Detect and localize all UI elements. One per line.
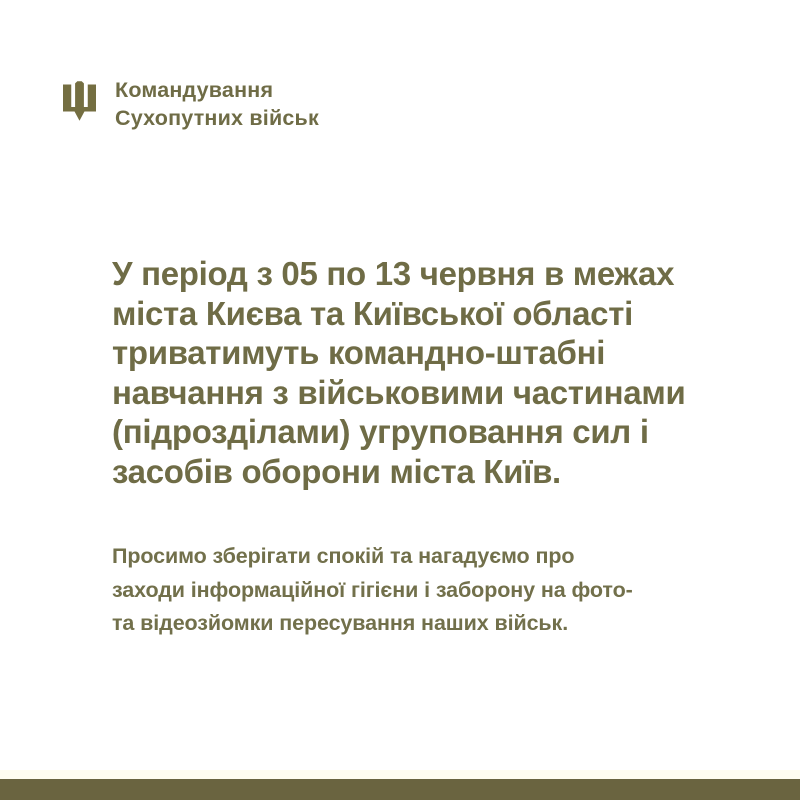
notice-line: заходи інформаційної гігієни і заборону на фото- <box>112 577 633 602</box>
headline-line: міста Києва та Київської області <box>112 294 633 332</box>
notice-line: Просимо зберігати спокій та нагадуємо про <box>112 544 575 568</box>
brand-name-line2: Сухопутних військ <box>115 106 319 130</box>
brand-name-line1: Командування <box>115 78 274 102</box>
bottom-cream-strip <box>0 770 800 779</box>
brand-header <box>63 76 319 132</box>
announcement-headline <box>112 254 685 491</box>
notice-text <box>112 540 633 641</box>
bottom-accent-bar <box>0 779 800 800</box>
headline-line: навчання з військовими частинами <box>112 373 686 411</box>
headline-line: У період з 05 по 13 червня в межах <box>112 255 675 292</box>
trident-icon <box>63 81 96 121</box>
brand-name <box>115 76 319 132</box>
headline-line: (підрозділами) угруповання сил і <box>112 413 649 450</box>
notice-line: та відеозйомки пересування наших військ. <box>112 611 569 635</box>
headline-line: триватимуть командно-штабні <box>112 334 606 371</box>
headline-line: засобів оборони міста Київ. <box>112 452 561 490</box>
